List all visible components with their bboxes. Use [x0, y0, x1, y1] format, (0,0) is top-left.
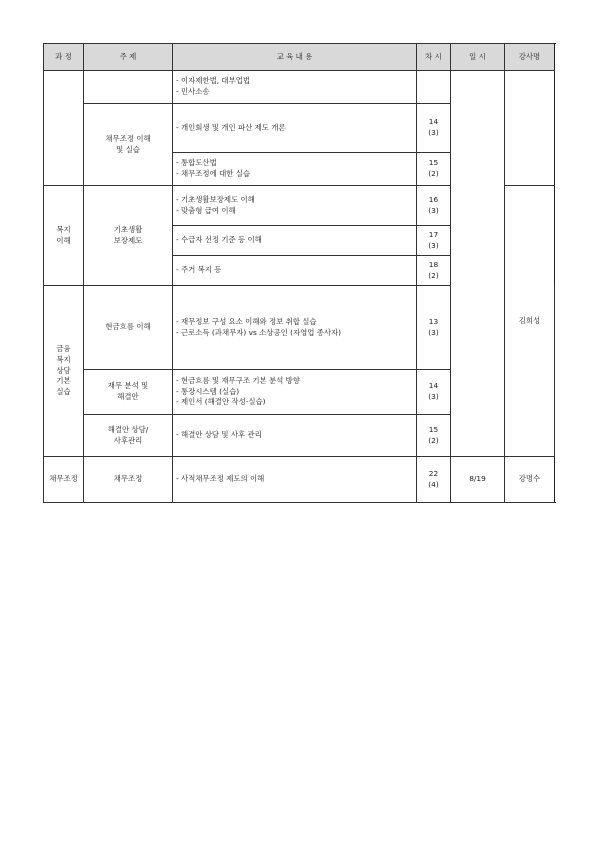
topic-cell: 채무조정	[84, 457, 173, 503]
content-line: - 현금흐름 및 재무구조 기본 분석 방향	[176, 375, 300, 385]
header-instructor: 강사명	[505, 44, 555, 71]
content-line: - 재무정보 구성 요소 이해와 정보 취합 실습	[176, 316, 317, 326]
content-line: - 해결안 상담 및 사후 관리	[176, 430, 262, 440]
date-cell: 8/19	[451, 457, 505, 503]
course-cell	[44, 71, 84, 186]
content-line: - 통합도산법	[176, 158, 217, 168]
session-cell	[417, 71, 451, 104]
header-content: 교 육 내 용	[173, 44, 417, 71]
topic-cell: 재무 분석 및 해결안	[84, 370, 173, 415]
content-line: - 사적채무조정 제도의 이해	[176, 474, 265, 484]
content-line: - 민사소송	[176, 87, 210, 96]
session-cell: 16 (3)	[417, 186, 451, 226]
header-course: 과 정	[44, 44, 84, 71]
topic-cell: 해결안 상담/ 사후관리	[84, 415, 173, 457]
content-cell	[173, 153, 417, 186]
course-cell: 채무조정	[44, 457, 84, 503]
content-cell	[173, 226, 417, 256]
course-cell: 복지 이해	[44, 186, 84, 286]
instructor-cell: 강명수	[505, 457, 555, 503]
table-row	[44, 71, 555, 104]
topic-cell: 기초생활 보장제도	[84, 186, 173, 286]
topic-cell	[84, 71, 173, 104]
session-cell: 22 (4)	[417, 457, 451, 503]
content-line: - 채무조정에 대한 실습	[176, 169, 250, 178]
table-row	[44, 457, 555, 503]
content-line: - 통장시스템 (실습)	[176, 386, 240, 396]
content-line: - 기초생활보장제도 이해	[176, 194, 255, 204]
content-cell	[173, 286, 417, 370]
instructor-cell	[505, 71, 555, 186]
content-cell	[173, 457, 417, 503]
session-cell: 17 (3)	[417, 226, 451, 256]
content-cell	[173, 256, 417, 286]
header-topic: 주 제	[84, 44, 173, 71]
content-line: - 맞춤형 급여 이해	[176, 205, 236, 215]
content-cell	[173, 104, 417, 153]
content-cell	[173, 415, 417, 457]
topic-cell: 채무조정 이해 및 실습	[84, 104, 173, 186]
header-date: 일 시	[451, 44, 505, 71]
course-cell: 금융 복지 상담 기본 실습	[44, 286, 84, 457]
session-cell: 18 (2)	[417, 256, 451, 286]
content-cell	[173, 71, 417, 104]
curriculum-table	[43, 43, 555, 503]
content-cell	[173, 186, 417, 226]
content-line: - 이자제한법, 대부업법	[176, 76, 250, 86]
content-line: - 주거 복지 등	[176, 265, 222, 275]
session-cell: 15 (2)	[417, 415, 451, 457]
session-cell: 14 (3)	[417, 104, 451, 153]
content-line: - 수급자 선정 기준 등 이해	[176, 235, 262, 245]
date-cell	[451, 71, 505, 457]
header-row	[44, 44, 555, 71]
content-line: - 개인회생 및 개인 파산 제도 개론	[176, 122, 286, 132]
topic-cell: 현금흐름 이해	[84, 286, 173, 370]
header-session: 차 시	[417, 44, 451, 71]
content-line: - 제인서 (해결안 작성-실습)	[176, 397, 266, 407]
instructor-cell: 김희성	[505, 186, 555, 457]
content-line: - 근로소득 (과채무자) vs 소상공인 (자영업 종사자)	[176, 327, 342, 337]
session-cell: 13 (3)	[417, 286, 451, 370]
session-cell: 14 (3)	[417, 370, 451, 415]
content-cell	[173, 370, 417, 415]
session-cell: 15 (2)	[417, 153, 451, 186]
curriculum-sheet	[43, 43, 555, 503]
